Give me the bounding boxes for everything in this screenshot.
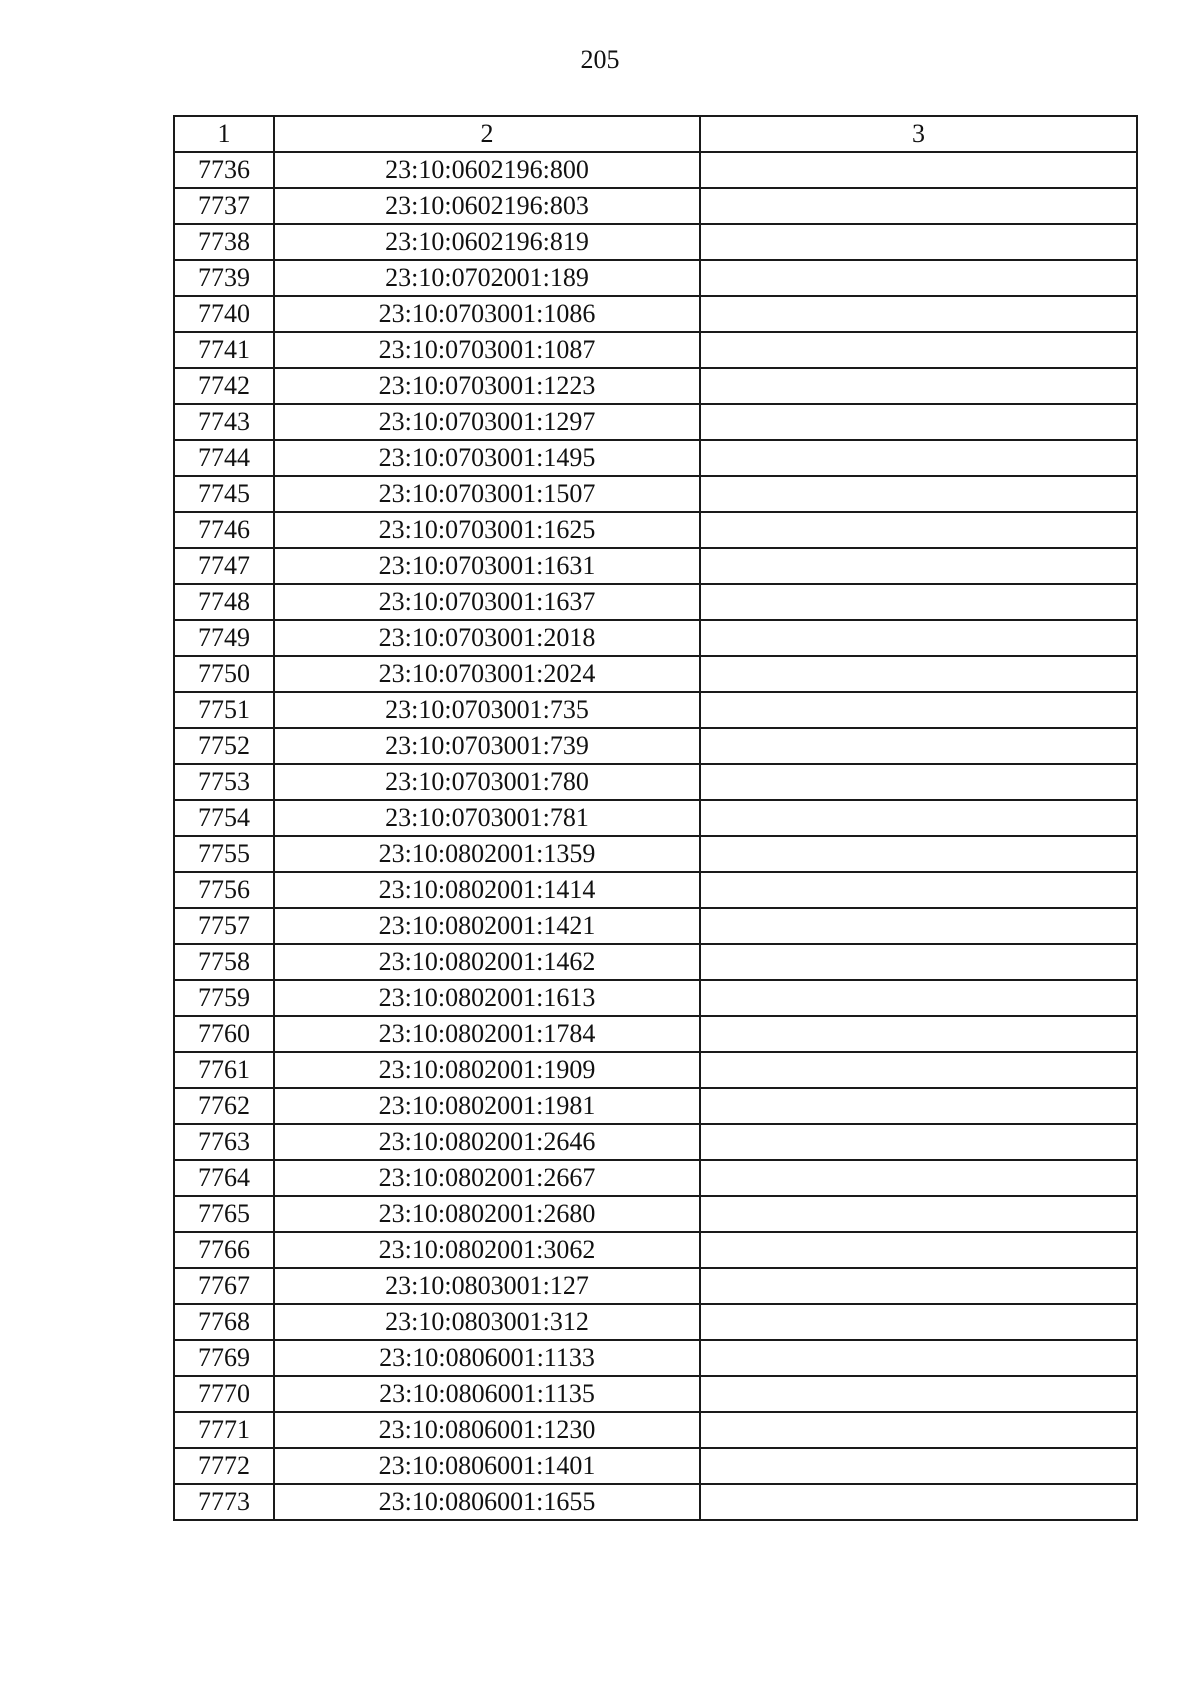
row-number-cell: 7759	[174, 980, 274, 1016]
table-row	[174, 188, 1137, 224]
cadastral-number-cell: 23:10:0802001:1414	[274, 872, 700, 908]
row-number-cell: 7743	[174, 404, 274, 440]
note-cell	[700, 872, 1137, 908]
row-number-cell: 7749	[174, 620, 274, 656]
table-row	[174, 548, 1137, 584]
table-row	[174, 728, 1137, 764]
row-number-cell: 7738	[174, 224, 274, 260]
cadastral-number-cell: 23:10:0703001:780	[274, 764, 700, 800]
cadastral-number-cell: 23:10:0802001:2680	[274, 1196, 700, 1232]
cadastral-number-cell: 23:10:0703001:1625	[274, 512, 700, 548]
note-cell	[700, 1196, 1137, 1232]
row-number-cell: 7765	[174, 1196, 274, 1232]
cadastral-number-cell: 23:10:0702001:189	[274, 260, 700, 296]
table-row	[174, 1304, 1137, 1340]
cadastral-number-cell: 23:10:0703001:1631	[274, 548, 700, 584]
row-number-cell: 7750	[174, 656, 274, 692]
table-row	[174, 944, 1137, 980]
table-row	[174, 584, 1137, 620]
table-row	[174, 224, 1137, 260]
note-cell	[700, 1016, 1137, 1052]
table-row	[174, 1160, 1137, 1196]
row-number-cell: 7740	[174, 296, 274, 332]
cadastral-number-cell: 23:10:0806001:1401	[274, 1448, 700, 1484]
table-row	[174, 1448, 1137, 1484]
note-cell	[700, 620, 1137, 656]
cadastral-number-cell: 23:10:0802001:2646	[274, 1124, 700, 1160]
note-cell	[700, 1232, 1137, 1268]
table-row	[174, 1340, 1137, 1376]
table-row	[174, 1016, 1137, 1052]
column-header-1: 1	[174, 116, 274, 152]
cadastral-number-cell: 23:10:0803001:312	[274, 1304, 700, 1340]
table-row	[174, 1376, 1137, 1412]
note-cell	[700, 476, 1137, 512]
note-cell	[700, 1484, 1137, 1520]
table-row	[174, 404, 1137, 440]
column-header-3: 3	[700, 116, 1137, 152]
note-cell	[700, 764, 1137, 800]
row-number-cell: 7753	[174, 764, 274, 800]
note-cell	[700, 548, 1137, 584]
note-cell	[700, 800, 1137, 836]
cadastral-number-cell: 23:10:0802001:1613	[274, 980, 700, 1016]
table-row	[174, 1412, 1137, 1448]
note-cell	[700, 1088, 1137, 1124]
cadastral-number-cell: 23:10:0703001:1087	[274, 332, 700, 368]
row-number-cell: 7741	[174, 332, 274, 368]
row-number-cell: 7758	[174, 944, 274, 980]
note-cell	[700, 1340, 1137, 1376]
note-cell	[700, 1052, 1137, 1088]
row-number-cell: 7752	[174, 728, 274, 764]
note-cell	[700, 728, 1137, 764]
row-number-cell: 7762	[174, 1088, 274, 1124]
cadastral-number-cell: 23:10:0703001:739	[274, 728, 700, 764]
note-cell	[700, 296, 1137, 332]
note-cell	[700, 1376, 1137, 1412]
table-row	[174, 1088, 1137, 1124]
table-row	[174, 1268, 1137, 1304]
note-cell	[700, 584, 1137, 620]
cadastral-number-cell: 23:10:0703001:2018	[274, 620, 700, 656]
note-cell	[700, 404, 1137, 440]
row-number-cell: 7754	[174, 800, 274, 836]
row-number-cell: 7746	[174, 512, 274, 548]
cadastral-number-cell: 23:10:0602196:819	[274, 224, 700, 260]
cadastral-number-cell: 23:10:0602196:800	[274, 152, 700, 188]
note-cell	[700, 1160, 1137, 1196]
cadastral-number-cell: 23:10:0802001:1981	[274, 1088, 700, 1124]
table-row	[174, 908, 1137, 944]
table-row	[174, 656, 1137, 692]
cadastral-number-cell: 23:10:0703001:735	[274, 692, 700, 728]
note-cell	[700, 656, 1137, 692]
note-cell	[700, 332, 1137, 368]
table-row	[174, 764, 1137, 800]
row-number-cell: 7764	[174, 1160, 274, 1196]
table-row	[174, 296, 1137, 332]
table-row	[174, 1124, 1137, 1160]
cadastral-number-cell: 23:10:0703001:2024	[274, 656, 700, 692]
note-cell	[700, 1124, 1137, 1160]
note-cell	[700, 944, 1137, 980]
note-cell	[700, 188, 1137, 224]
row-number-cell: 7763	[174, 1124, 274, 1160]
page-number: 205	[580, 45, 620, 74]
cadastral-number-cell: 23:10:0802001:3062	[274, 1232, 700, 1268]
note-cell	[700, 440, 1137, 476]
note-cell	[700, 908, 1137, 944]
cadastral-number-cell: 23:10:0806001:1135	[274, 1376, 700, 1412]
table-row	[174, 980, 1137, 1016]
table-body	[174, 152, 1137, 1520]
table-row	[174, 440, 1137, 476]
table-row	[174, 332, 1137, 368]
table-row	[174, 620, 1137, 656]
row-number-cell: 7769	[174, 1340, 274, 1376]
table-row	[174, 1484, 1137, 1520]
row-number-cell: 7736	[174, 152, 274, 188]
row-number-cell: 7772	[174, 1448, 274, 1484]
table-row	[174, 368, 1137, 404]
row-number-cell: 7742	[174, 368, 274, 404]
row-number-cell: 7745	[174, 476, 274, 512]
row-number-cell: 7751	[174, 692, 274, 728]
cadastral-number-cell: 23:10:0806001:1133	[274, 1340, 700, 1376]
cadastral-number-table	[173, 115, 1138, 1521]
note-cell	[700, 1268, 1137, 1304]
cadastral-number-cell: 23:10:0802001:2667	[274, 1160, 700, 1196]
row-number-cell: 7766	[174, 1232, 274, 1268]
cadastral-number-cell: 23:10:0703001:1495	[274, 440, 700, 476]
row-number-cell: 7747	[174, 548, 274, 584]
cadastral-number-cell: 23:10:0806001:1655	[274, 1484, 700, 1520]
cadastral-number-cell: 23:10:0803001:127	[274, 1268, 700, 1304]
cadastral-number-cell: 23:10:0806001:1230	[274, 1412, 700, 1448]
column-header-2: 2	[274, 116, 700, 152]
table-row	[174, 260, 1137, 296]
row-number-cell: 7755	[174, 836, 274, 872]
table-header-row	[174, 116, 1137, 152]
table-row	[174, 1052, 1137, 1088]
note-cell	[700, 260, 1137, 296]
row-number-cell: 7756	[174, 872, 274, 908]
row-number-cell: 7770	[174, 1376, 274, 1412]
cadastral-number-cell: 23:10:0802001:1359	[274, 836, 700, 872]
note-cell	[700, 836, 1137, 872]
cadastral-number-cell: 23:10:0602196:803	[274, 188, 700, 224]
table-row	[174, 476, 1137, 512]
cadastral-number-cell: 23:10:0802001:1784	[274, 1016, 700, 1052]
note-cell	[700, 1304, 1137, 1340]
row-number-cell: 7773	[174, 1484, 274, 1520]
row-number-cell: 7768	[174, 1304, 274, 1340]
row-number-cell: 7737	[174, 188, 274, 224]
row-number-cell: 7760	[174, 1016, 274, 1052]
note-cell	[700, 1448, 1137, 1484]
note-cell	[700, 224, 1137, 260]
note-cell	[700, 512, 1137, 548]
cadastral-number-cell: 23:10:0703001:1086	[274, 296, 700, 332]
row-number-cell: 7739	[174, 260, 274, 296]
table-row	[174, 512, 1137, 548]
table-row	[174, 800, 1137, 836]
cadastral-number-cell: 23:10:0703001:1223	[274, 368, 700, 404]
cadastral-number-cell: 23:10:0802001:1909	[274, 1052, 700, 1088]
table-row	[174, 872, 1137, 908]
row-number-cell: 7744	[174, 440, 274, 476]
table-row	[174, 692, 1137, 728]
cadastral-number-cell: 23:10:0703001:1637	[274, 584, 700, 620]
cadastral-number-cell: 23:10:0802001:1421	[274, 908, 700, 944]
row-number-cell: 7767	[174, 1268, 274, 1304]
row-number-cell: 7757	[174, 908, 274, 944]
table-row	[174, 836, 1137, 872]
table-row	[174, 1232, 1137, 1268]
table-row	[174, 1196, 1137, 1232]
note-cell	[700, 1412, 1137, 1448]
note-cell	[700, 152, 1137, 188]
table-row	[174, 152, 1137, 188]
note-cell	[700, 368, 1137, 404]
row-number-cell: 7771	[174, 1412, 274, 1448]
note-cell	[700, 692, 1137, 728]
cadastral-number-cell: 23:10:0703001:1507	[274, 476, 700, 512]
cadastral-number-cell: 23:10:0802001:1462	[274, 944, 700, 980]
cadastral-number-cell: 23:10:0703001:781	[274, 800, 700, 836]
row-number-cell: 7748	[174, 584, 274, 620]
cadastral-number-cell: 23:10:0703001:1297	[274, 404, 700, 440]
note-cell	[700, 980, 1137, 1016]
row-number-cell: 7761	[174, 1052, 274, 1088]
